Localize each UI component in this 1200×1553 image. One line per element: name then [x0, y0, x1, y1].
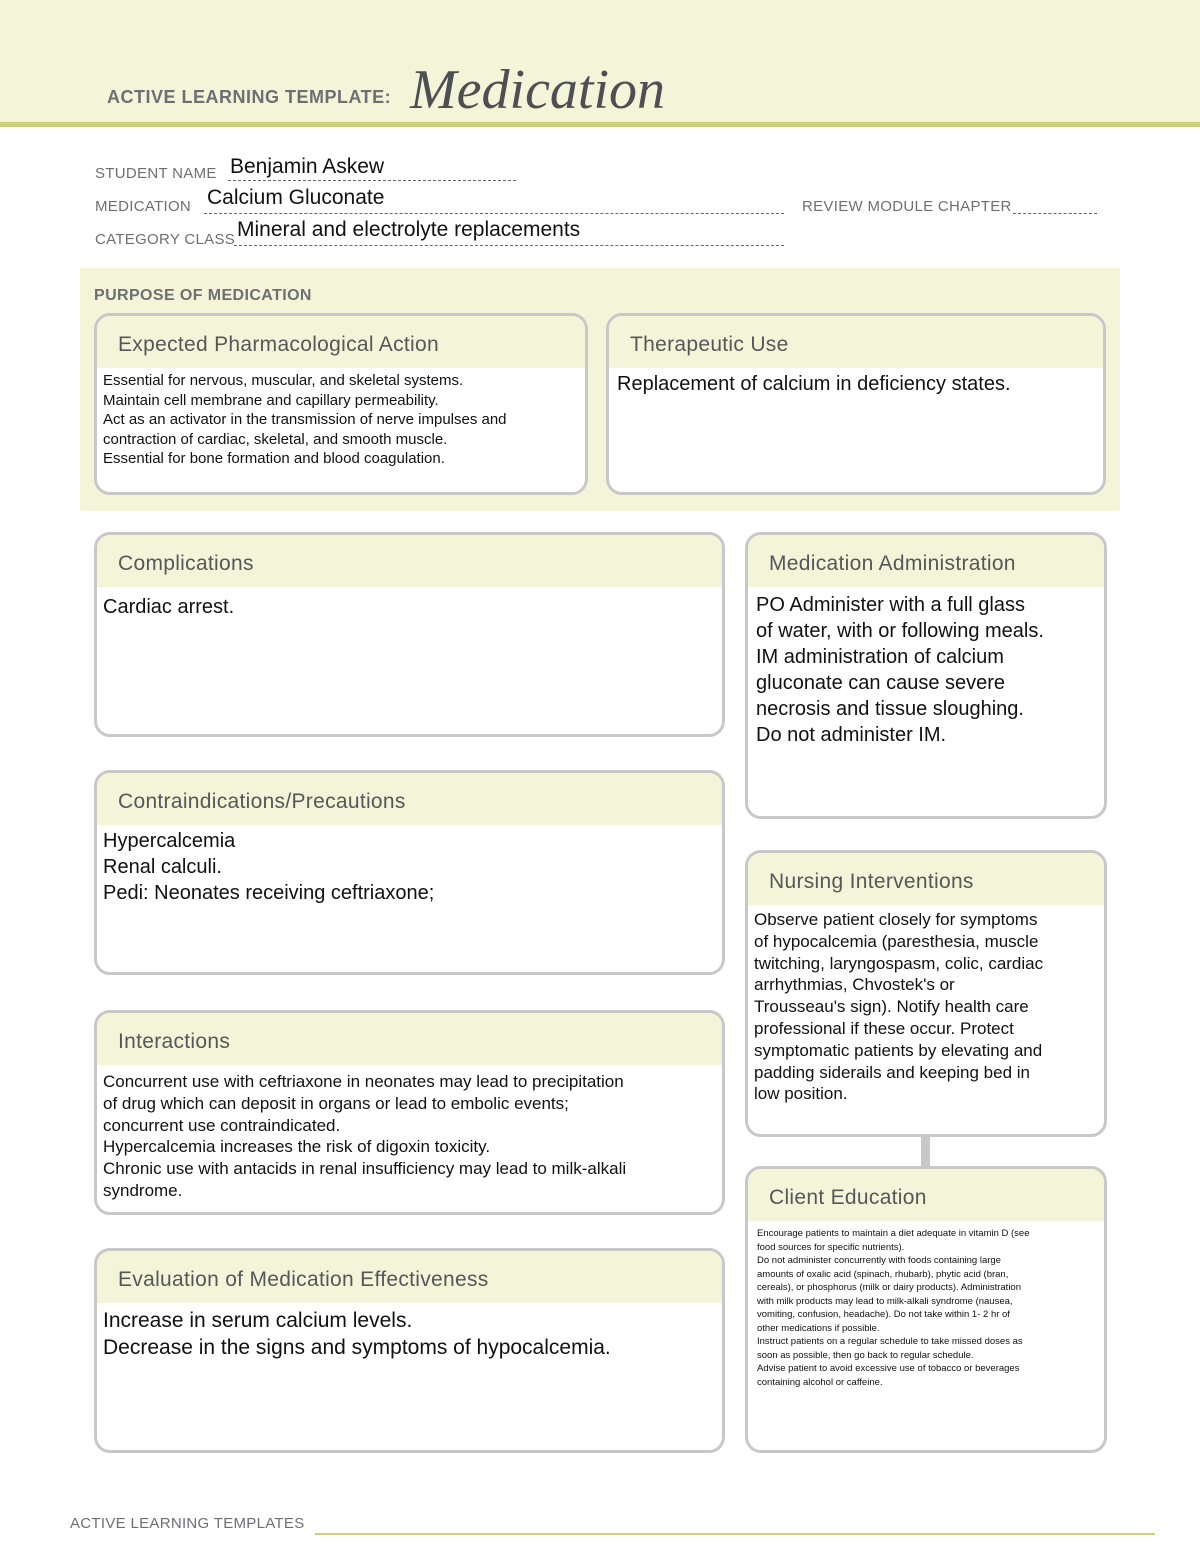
evaluation-heading: Evaluation of Medication Effectiveness: [97, 1251, 722, 1303]
text-line: Do not administer IM.: [756, 724, 947, 746]
text-line: of water, with or following meals.: [756, 620, 1044, 642]
text-line: Essential for bone formation and blood coagulation.: [103, 450, 445, 467]
text-line: Replacement of calcium in deficiency states.: [617, 373, 1011, 395]
text-line: Maintain cell membrane and capillary permeability.: [103, 391, 439, 409]
expected-action-text[interactable]: [97, 368, 585, 469]
text-line: Increase in serum calcium levels.: [103, 1309, 413, 1332]
text-line: Pedi: Neonates receiving ceftriaxone;: [103, 882, 435, 904]
text-line: Act as an activator in the transmission of nerve impulses and: [103, 411, 507, 428]
contraindications-text[interactable]: [97, 825, 722, 906]
medication-administration-box: [745, 532, 1107, 819]
connector-bar: [921, 1134, 930, 1168]
page-title: Medication: [410, 59, 666, 121]
category-class-label: CATEGORY CLASS: [95, 231, 236, 248]
text-line: of hypocalcemia (paresthesia, muscle: [754, 931, 1039, 951]
text-line: Renal calculi.: [103, 856, 222, 878]
interactions-heading: Interactions: [97, 1013, 722, 1065]
text-line: Do not administer concurrently with foods containing large: [757, 1255, 1001, 1266]
nursing-interventions-text[interactable]: [748, 905, 1104, 1105]
expected-action-heading: Expected Pharmacological Action: [97, 316, 585, 368]
therapeutic-use-heading: Therapeutic Use: [609, 316, 1103, 368]
text-line: Trousseau's sign). Notify health care: [754, 997, 1029, 1017]
text-line: PO Administer with a full glass: [756, 594, 1025, 616]
medication-line: [204, 213, 784, 214]
contraindications-heading: Contraindications/Precautions: [97, 773, 722, 825]
text-line: food sources for specific nutrients).: [757, 1241, 905, 1253]
medication-label: MEDICATION: [95, 198, 192, 215]
student-name-label: STUDENT NAME: [95, 165, 217, 182]
text-line: Chronic use with antacids in renal insufficiency may lead to milk-alkali: [103, 1159, 627, 1179]
therapeutic-use-box: [606, 313, 1106, 495]
interactions-text[interactable]: [97, 1065, 722, 1202]
text-line: cereals), or phosphorus (milk or dairy products). Administration: [757, 1282, 1021, 1293]
text-line: symptomatic patients by elevating and: [754, 1040, 1043, 1060]
text-line: Decrease in the signs and symptoms of hypocalcemia.: [103, 1335, 611, 1359]
evaluation-box: [94, 1248, 725, 1453]
text-line: Essential for nervous, muscular, and skeletal systems.: [103, 372, 464, 389]
text-line: amounts of oxalic acid (spinach, rhubarb), phytic acid (bran,: [757, 1268, 1009, 1280]
medication-administration-heading: Medication Administration: [748, 535, 1104, 587]
review-module-label: REVIEW MODULE CHAPTER: [802, 198, 1012, 215]
text-line: padding siderails and keeping bed in: [754, 1062, 1030, 1082]
student-name-line: [228, 180, 516, 181]
text-line: soon as possible, then go back to regular schedule.: [757, 1349, 974, 1361]
medication-administration-text[interactable]: [748, 587, 1104, 748]
text-line: low position.: [754, 1084, 848, 1104]
footer-label: ACTIVE LEARNING TEMPLATES: [70, 1515, 305, 1532]
text-line: Advise patient to avoid excessive use of tobacco or beverages: [757, 1363, 1020, 1374]
medication-field[interactable]: Calcium Gluconate: [207, 186, 385, 209]
purpose-title: PURPOSE OF MEDICATION: [94, 287, 312, 304]
text-line: Encourage patients to maintain a diet adequate in vitamin D (see: [757, 1228, 1030, 1239]
text-line: Cardiac arrest.: [103, 596, 235, 618]
client-education-text[interactable]: [748, 1221, 1104, 1389]
text-line: Instruct patients on a regular schedule to take missed doses as: [757, 1336, 1023, 1347]
text-line: Concurrent use with ceftriaxone in neonates may lead to precipitation: [103, 1072, 624, 1091]
text-line: twitching, laryngospasm, colic, cardiac: [754, 953, 1044, 973]
complications-text[interactable]: [97, 587, 722, 620]
text-line: IM administration of calcium: [756, 646, 1004, 668]
category-class-line: [234, 245, 784, 246]
text-line: necrosis and tissue sloughing.: [756, 698, 1024, 720]
text-line: with milk products may lead to milk-alkali syndrome (nausea,: [757, 1295, 1013, 1307]
nursing-interventions-heading: Nursing Interventions: [748, 853, 1104, 905]
complications-heading: Complications: [97, 535, 722, 587]
template-label: ACTIVE LEARNING TEMPLATE:: [107, 87, 392, 107]
text-line: syndrome.: [103, 1180, 183, 1200]
text-line: vomiting, confusion, headache). Do not take within 1- 2 hr of: [757, 1309, 1010, 1320]
client-education-box: [745, 1166, 1107, 1453]
header-divider: [0, 122, 1200, 127]
student-name-field[interactable]: Benjamin Askew: [230, 155, 385, 178]
text-line: professional if these occur. Protect: [754, 1018, 1014, 1038]
contraindications-box: [94, 770, 725, 975]
text-line: contraction of cardiac, skeletal, and smooth muscle.: [103, 430, 448, 448]
expected-action-box: [94, 313, 588, 495]
text-line: arrhythmias, Chvostek's or: [754, 975, 955, 995]
text-line: containing alcohol or caffeine.: [757, 1376, 883, 1388]
evaluation-text[interactable]: [97, 1303, 722, 1361]
text-line: Hypercalcemia increases the risk of digoxin toxicity.: [103, 1137, 491, 1157]
nursing-interventions-box: [745, 850, 1107, 1137]
complications-box: [94, 532, 725, 737]
text-line: other medications if possible.: [757, 1322, 880, 1334]
text-line: gluconate can cause severe: [756, 672, 1006, 694]
review-module-line: [1013, 213, 1097, 214]
category-class-field[interactable]: Mineral and electrolyte replacements: [237, 218, 581, 241]
therapeutic-use-text[interactable]: [609, 368, 1103, 397]
text-line: Observe patient closely for symptoms: [754, 910, 1038, 929]
text-line: concurrent use contraindicated.: [103, 1115, 341, 1135]
client-education-heading: Client Education: [748, 1169, 1104, 1221]
footer-divider: [315, 1533, 1155, 1535]
text-line: of drug which can deposit in organs or lead to embolic events;: [103, 1093, 569, 1113]
interactions-box: [94, 1010, 725, 1215]
text-line: Hypercalcemia: [103, 830, 236, 852]
